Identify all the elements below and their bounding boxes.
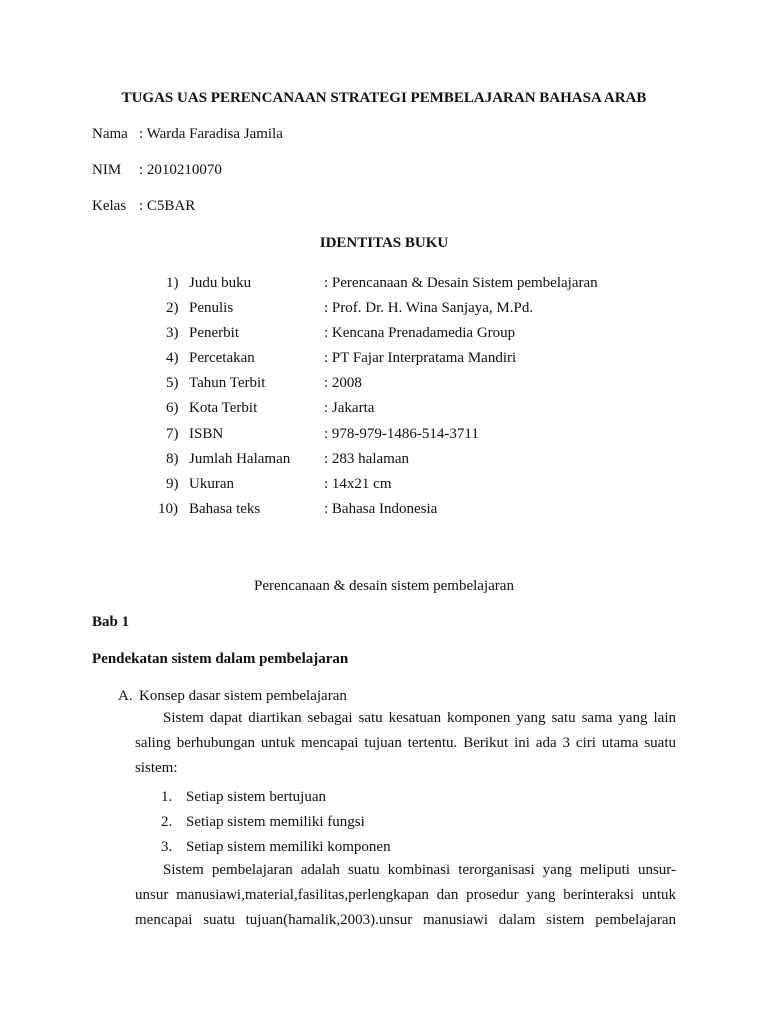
list-item-label: Penulis — [189, 300, 234, 316]
student-name-value: : Warda Faradisa Jamila — [139, 126, 283, 142]
list-item-value: : 2008 — [324, 375, 362, 391]
paragraph-1 — [135, 706, 676, 781]
student-class-label: Kelas — [92, 198, 127, 214]
student-nim-value: : 2010210070 — [139, 162, 222, 178]
list-item-number: 10) — [158, 501, 178, 517]
paragraph-line: Sistem dapat diartikan sebagai satu kesatuan komponen yang satu sama yang lain — [163, 710, 676, 726]
list-item-value: : 283 halaman — [324, 451, 409, 467]
list-item-number: 3) — [166, 325, 179, 341]
list-item-number: 4) — [166, 350, 179, 366]
list-item-label: Penerbit — [189, 325, 239, 341]
list-item-number: 3. — [161, 839, 173, 855]
list-item-number: 8) — [166, 451, 179, 467]
list-item-number: 1. — [161, 789, 173, 805]
list-item-number: 7) — [166, 426, 179, 442]
list-item-number: 5) — [166, 375, 179, 391]
paragraph-line: sistem: — [135, 760, 178, 776]
list-item-number: 6) — [166, 400, 179, 416]
student-name-label: Nama — [92, 126, 128, 142]
student-class-value: : C5BAR — [139, 198, 196, 214]
list-item-value: : Bahasa Indonesia — [324, 501, 438, 517]
list-item-number: 1) — [166, 275, 179, 291]
document-title: TUGAS UAS PERENCANAAN STRATEGI PEMBELAJARAN BAHASA ARAB — [121, 90, 647, 106]
paragraph-line: saling berhubungan untuk mencapai tujuan tertentu. Berikut ini ada 3 ciri utama suatu — [135, 735, 676, 751]
student-nim-label: NIM — [92, 162, 122, 178]
list-item-number: 9) — [166, 476, 179, 492]
book-subtitle: Perencanaan & desain sistem pembelajaran — [254, 578, 514, 594]
list-item-label: Tahun Terbit — [189, 375, 266, 391]
list-item-label: Bahasa teks — [189, 501, 261, 517]
list-item-label: Ukuran — [189, 476, 234, 492]
section-letter: A. — [118, 688, 133, 704]
list-item-label: Kota Terbit — [189, 400, 258, 416]
list-item-number: 2. — [161, 814, 173, 830]
paragraph-line: mencapai suatu tujuan(hamalik,2003).unsur manusiawi dalam sistem pembelajaran — [135, 912, 676, 928]
list-item-value: : Jakarta — [324, 400, 375, 416]
list-item-label: Percetakan — [189, 350, 255, 366]
list-item-label: ISBN — [189, 426, 224, 442]
list-item-value: : PT Fajar Interpratama Mandiri — [324, 350, 517, 366]
list-item-value: : Prof. Dr. H. Wina Sanjaya, M.Pd. — [324, 300, 534, 316]
list-item-text: Setiap sistem memiliki fungsi — [186, 814, 365, 830]
list-item-number: 2) — [166, 300, 179, 316]
section-title: Konsep dasar sistem pembelajaran — [139, 688, 347, 704]
chapter-number: Bab 1 — [92, 614, 130, 630]
list-item-label: Judu buku — [189, 275, 252, 291]
paragraph-line: Sistem pembelajaran adalah suatu kombinasi terorganisasi yang meliputi unsur- — [163, 862, 676, 878]
paragraph-2 — [135, 858, 676, 933]
list-item-value: : 978-979-1486-514-3711 — [324, 426, 479, 442]
paragraph-line: unsur manusiawi,material,fasilitas,perlengkapan dan prosedur yang berinteraksi untuk — [135, 887, 676, 903]
list-item-text: Setiap sistem memiliki komponen — [186, 839, 391, 855]
list-item-value: : Perencanaan & Desain Sistem pembelajaran — [324, 275, 598, 291]
list-item-value: : 14x21 cm — [324, 476, 392, 492]
identity-heading: IDENTITAS BUKU — [319, 235, 449, 251]
list-item-label: Jumlah Halaman — [189, 451, 291, 467]
chapter-title: Pendekatan sistem dalam pembelajaran — [92, 651, 349, 667]
list-item-text: Setiap sistem bertujuan — [186, 789, 326, 805]
list-item-value: : Kencana Prenadamedia Group — [324, 325, 516, 341]
